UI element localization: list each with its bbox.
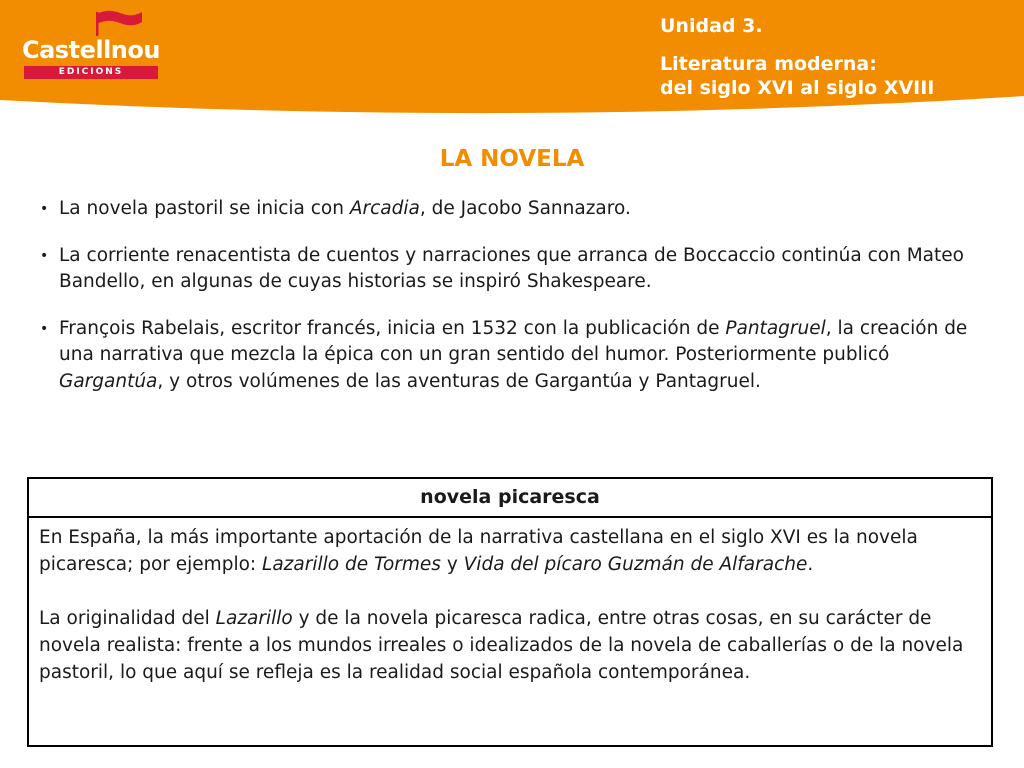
bullet-list xyxy=(36,196,986,415)
list-item: • La novela pastoril se inicia con Arcadia, de Jacobo Sannazaro. xyxy=(36,196,986,223)
brand-name: Castellnou xyxy=(22,36,160,64)
unit-title-line2: del siglo XVI al siglo XVIII xyxy=(660,77,935,99)
box-body xyxy=(29,518,991,686)
page-title: LA NOVELA xyxy=(439,146,585,172)
unit-title xyxy=(660,52,934,100)
castellnou-logo xyxy=(22,8,162,78)
box-paragraph-2: La originalidad del Lazarillo y de la novela picaresca radica, entre otras cosas, en su carácter de novela realista: frente a los mundos irreales o idealizados de la novela de caballerías o de la novela pastoril, lo que aquí se refleja es la realidad social española contemporánea. xyxy=(39,608,964,683)
picaresca-box xyxy=(27,477,993,747)
brand-subtitle: EDICIONS xyxy=(24,66,158,79)
list-item: • François Rabelais, escritor francés, inicia en 1532 con la publicación de Pantagruel, la creación de una narrativa que mezcla la épica con un gran sentido del humor. Posteriormente publicó Gargantúa, y otros volúmenes de las aventuras de Gargantúa y Pantagruel. xyxy=(36,316,986,396)
box-paragraph-1: En España, la más importante aportación de la narrativa castellana en el siglo XVI es la novela picaresca; por ejemplo: Lazarillo de Tormes y Vida del pícaro Guzmán de Alfarache. xyxy=(39,527,918,575)
work-title: Lazarillo xyxy=(215,608,293,629)
list-item: • La corriente renacentista de cuentos y narraciones que arranca de Boccaccio continúa con Mateo Bandello, en algunas de cuyas historias se inspiró Shakespeare. xyxy=(36,243,986,296)
unit-label: Unidad 3. xyxy=(660,15,763,37)
box-header: novela picaresca xyxy=(29,479,991,518)
work-title: Arcadia xyxy=(349,198,420,219)
work-title: Gargantúa xyxy=(59,370,158,392)
work-title: Lazarillo de Tormes xyxy=(262,554,441,575)
unit-title-line1: Literatura moderna: xyxy=(660,53,877,75)
work-title: Pantagruel xyxy=(725,317,826,339)
work-title: Vida del pícaro Guzmán de Alfarache xyxy=(463,554,808,575)
